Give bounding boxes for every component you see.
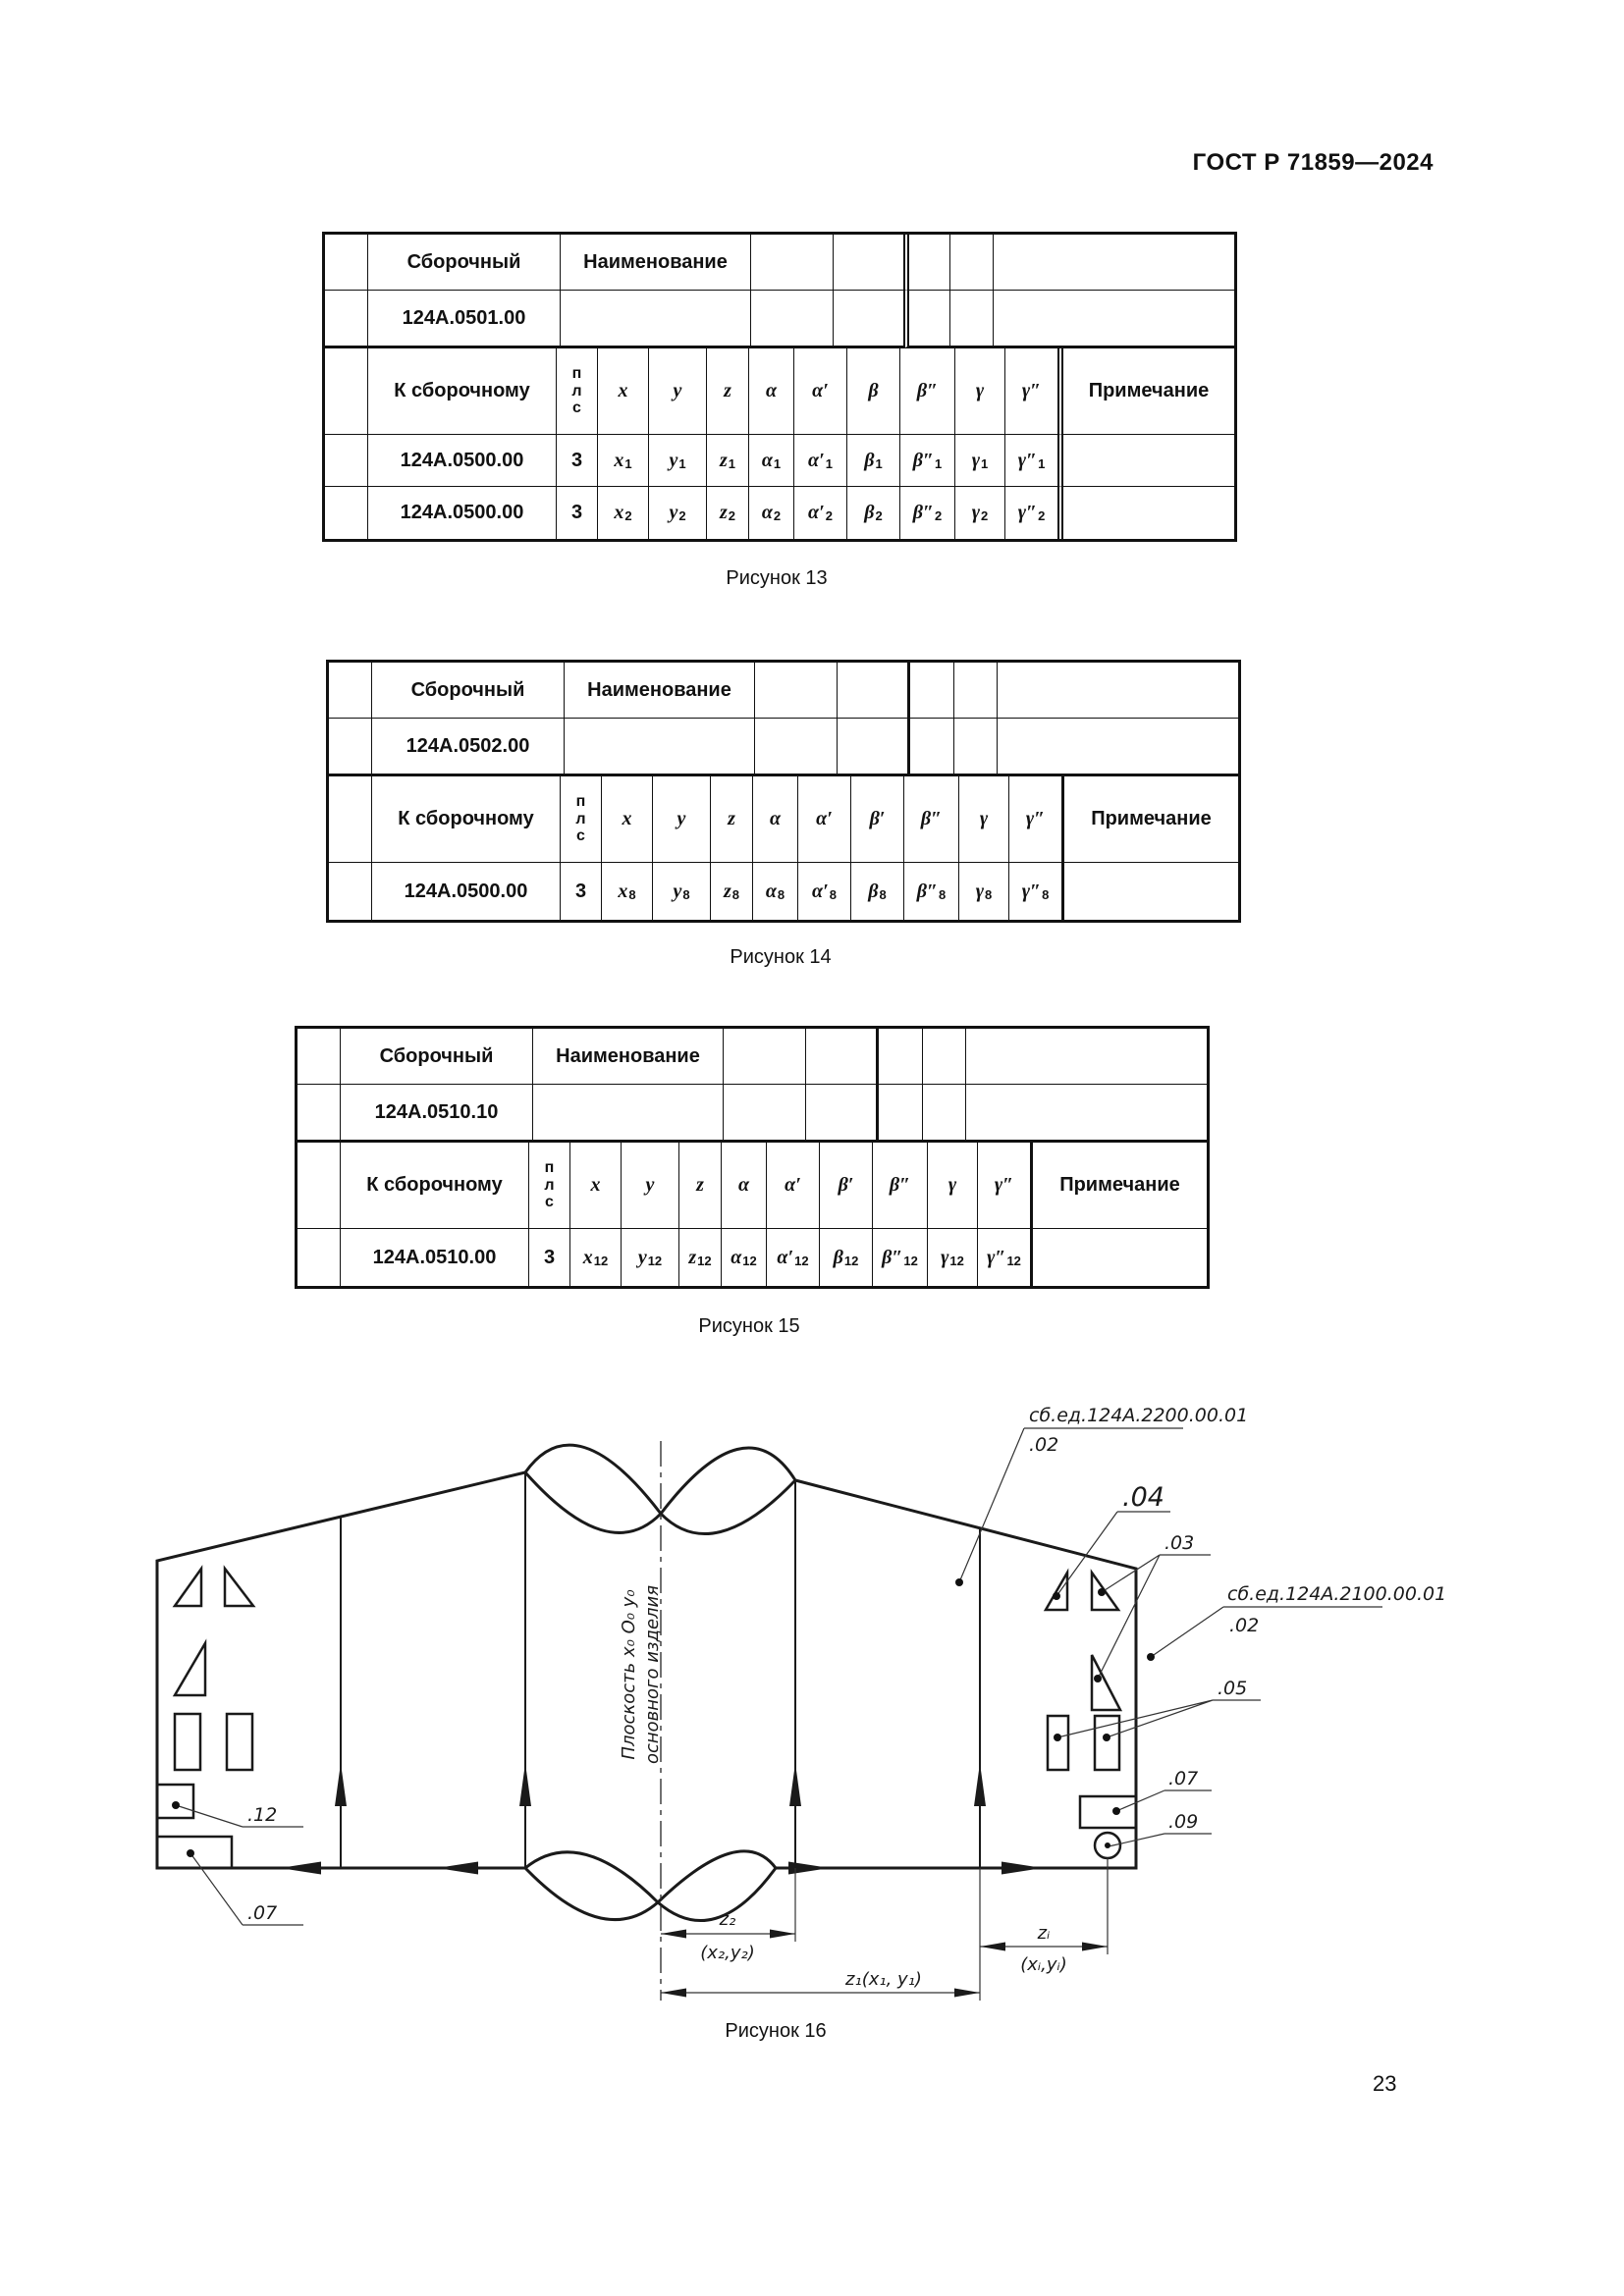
table-cell <box>755 719 838 776</box>
table-cell <box>907 663 954 719</box>
table-cell <box>1061 863 1238 920</box>
table-cell: γ″ 8 <box>1021 880 1050 902</box>
dim-z1-label: z₁(x₁, y₁) <box>845 1969 922 1990</box>
table-cell <box>950 235 994 291</box>
table-cell <box>724 1085 806 1143</box>
table-cell: z 8 <box>711 863 753 920</box>
table-cell <box>298 1143 341 1229</box>
table-cell: Примечание <box>1061 776 1238 863</box>
table-cell <box>998 719 1238 776</box>
table-cell: β″ 2 <box>900 487 955 539</box>
table-cell: α′ <box>794 348 847 435</box>
table-cell: α 8 <box>753 863 798 920</box>
pos-04-label: .04 <box>1122 1482 1164 1513</box>
table-cell <box>298 1085 341 1143</box>
table-cell: 3 <box>529 1229 570 1286</box>
axis-right-arrow <box>1001 1862 1043 1875</box>
window-rect <box>227 1714 252 1770</box>
detail-box-12 <box>157 1785 193 1818</box>
table-cell: α′ <box>767 1143 820 1229</box>
fuselage-right-outline <box>795 1480 1136 1868</box>
leader-dots <box>172 1578 1155 1857</box>
extension-lines <box>795 1858 1108 2001</box>
table-cell: β″ 1 <box>900 435 955 487</box>
table-cell: α′ 12 <box>767 1229 820 1286</box>
table-cell <box>751 291 834 348</box>
table-cell <box>923 1085 966 1143</box>
table-cell <box>966 1029 1207 1085</box>
assembly-unit-2100-label: сб.ед.124А.2100.00.01 <box>1227 1583 1447 1605</box>
window-rect <box>1048 1716 1068 1770</box>
axis-left-arrow <box>437 1862 478 1875</box>
table-cell <box>1057 435 1234 487</box>
table-cell <box>838 719 907 776</box>
standard-number-header: ГОСТ Р 71859—2024 <box>1192 149 1434 176</box>
figure-13-table <box>322 232 1237 542</box>
table-cell: γ 1 <box>955 435 1005 487</box>
page-number: 23 <box>1373 2071 1397 2096</box>
table-cell <box>998 663 1238 719</box>
table-cell: β 8 <box>851 863 904 920</box>
table-cell <box>325 487 368 539</box>
pos-07-label: .07 <box>1168 1768 1199 1789</box>
table-cell: Наименование <box>565 663 755 719</box>
table-cell: 3 <box>557 487 598 539</box>
table-cell: β′ <box>851 776 904 863</box>
table-cell: z <box>707 348 749 435</box>
table-cell <box>834 291 903 348</box>
table-cell: β′ <box>820 1143 873 1229</box>
table-cell <box>724 1029 806 1085</box>
table-cell: 124А.0500.00 <box>372 863 561 920</box>
table-cell: Сборочный <box>341 1029 533 1085</box>
table-cell <box>325 291 368 348</box>
table-cell <box>298 1229 341 1286</box>
axis-left-arrow <box>280 1862 321 1875</box>
table-cell: y 12 <box>622 1229 679 1286</box>
table-cell <box>876 1029 923 1085</box>
table-cell: п л с <box>557 348 598 435</box>
table-cell: x <box>598 348 649 435</box>
figure-14-table <box>326 660 1241 923</box>
table-cell: γ <box>928 1143 978 1229</box>
table-cell: x <box>570 1143 622 1229</box>
table-cell: α′ 1 <box>794 435 847 487</box>
table-cell: x 12 <box>570 1229 622 1286</box>
pos-09-label: .09 <box>1168 1811 1199 1833</box>
table-cell: Наименование <box>561 235 751 291</box>
table-cell <box>1057 487 1234 539</box>
table-cell <box>838 663 907 719</box>
table-cell: Наименование <box>533 1029 724 1085</box>
table-cell <box>923 1029 966 1085</box>
table-cell: п л с <box>529 1143 570 1229</box>
dim-zi-coords: (xᵢ,yᵢ) <box>1020 1954 1067 1975</box>
table-cell: 124А.0510.00 <box>341 1229 529 1286</box>
table-cell: γ 2 <box>955 487 1005 539</box>
table-cell <box>329 663 372 719</box>
table-cell: п л с <box>561 776 602 863</box>
table-cell <box>966 1085 1207 1143</box>
table-cell: β″ <box>900 348 955 435</box>
table-cell <box>325 348 368 435</box>
table-cell: 3 <box>561 863 602 920</box>
table-cell: К сборочному <box>341 1143 529 1229</box>
table-cell: γ″ 12 <box>987 1246 1021 1268</box>
pos-05-label: .05 <box>1218 1678 1248 1699</box>
table-cell: α <box>722 1143 767 1229</box>
table-cell: 124А.0510.10 <box>341 1085 533 1143</box>
axis-up-arrow <box>519 1763 531 1806</box>
table-cell <box>834 235 903 291</box>
table-cell: β <box>847 348 900 435</box>
dim-z2-label: z₂ <box>719 1909 736 1930</box>
table-cell <box>329 719 372 776</box>
table-cell: y <box>622 1143 679 1229</box>
table-cell: x 2 <box>598 487 649 539</box>
figure-16-caption: Рисунок 16 <box>725 2020 827 2042</box>
table-cell: β″ 12 <box>873 1229 928 1286</box>
table-cell: z 12 <box>679 1229 722 1286</box>
table-cell: α <box>749 348 794 435</box>
pos-02-label: .02 <box>1029 1434 1059 1456</box>
table-cell: α 2 <box>749 487 794 539</box>
table-cell <box>751 235 834 291</box>
table-cell: Примечание <box>1030 1143 1207 1229</box>
figure-15-table <box>295 1026 1210 1289</box>
table-cell <box>994 291 1234 348</box>
table-cell: К сборочному <box>368 348 557 435</box>
axis-up-arrow <box>974 1763 986 1806</box>
table-cell: β″ 8 <box>904 863 959 920</box>
window-triangle <box>175 1643 205 1695</box>
table-cell: 124А.0500.00 <box>368 487 557 539</box>
product-plane-label-line1: Плоскость x₀ O₀ y₀ <box>619 1589 639 1760</box>
window-rect <box>175 1714 200 1770</box>
table-cell <box>325 235 368 291</box>
table-cell: 124А.0501.00 <box>368 291 561 348</box>
figure-13-caption: Рисунок 13 <box>726 567 828 589</box>
product-plane-label-line2: основного изделия <box>642 1584 663 1765</box>
figure-15-caption: Рисунок 15 <box>698 1315 800 1337</box>
table-cell <box>903 235 950 291</box>
table-cell: α 12 <box>722 1229 767 1286</box>
table-cell: β″ <box>904 776 959 863</box>
table-cell: x <box>602 776 653 863</box>
table-cell <box>561 291 751 348</box>
table-cell: α 1 <box>749 435 794 487</box>
figure-14-caption: Рисунок 14 <box>730 946 832 968</box>
table-cell: К сборочному <box>372 776 561 863</box>
table-cell: 124А.0500.00 <box>368 435 557 487</box>
pos-07-left-label: .07 <box>247 1902 278 1924</box>
table-cell <box>954 663 998 719</box>
table-cell: 3 <box>557 435 598 487</box>
window-triangle <box>175 1569 201 1606</box>
dim-z2-coords: (x₂,y₂) <box>700 1943 755 1963</box>
detail-box-07-left <box>157 1837 232 1868</box>
table-cell: γ″ <box>1009 776 1061 863</box>
table-cell: α <box>753 776 798 863</box>
window-triangle <box>1046 1573 1067 1610</box>
table-cell: y <box>653 776 711 863</box>
table-cell <box>950 291 994 348</box>
table-cell: x 8 <box>602 863 653 920</box>
table-cell <box>329 863 372 920</box>
table-cell: Примечание <box>1057 348 1234 435</box>
pos-03-label: .03 <box>1164 1532 1195 1554</box>
table-cell <box>806 1029 876 1085</box>
pos-12-label: .12 <box>247 1804 278 1826</box>
table-cell: β 2 <box>847 487 900 539</box>
table-cell: γ <box>959 776 1009 863</box>
window-triangle <box>225 1569 253 1606</box>
table-cell <box>533 1085 724 1143</box>
pos-02-label: .02 <box>1229 1615 1260 1636</box>
table-cell: β 1 <box>847 435 900 487</box>
axis-right-arrow <box>788 1862 830 1875</box>
table-cell <box>298 1029 341 1085</box>
table-cell: Сборочный <box>372 663 565 719</box>
table-cell <box>329 776 372 863</box>
table-cell <box>806 1085 876 1143</box>
table-cell: γ 12 <box>928 1229 978 1286</box>
assembly-unit-2200-label: сб.ед.124А.2200.00.01 <box>1029 1405 1249 1426</box>
table-cell <box>755 663 838 719</box>
table-cell: z 1 <box>707 435 749 487</box>
dim-zi-label: zᵢ <box>1037 1923 1051 1944</box>
table-cell <box>325 435 368 487</box>
table-cell <box>565 719 755 776</box>
table-cell: β″ <box>873 1143 928 1229</box>
table-cell: γ″ 2 <box>1017 502 1046 523</box>
table-cell: γ 8 <box>959 863 1009 920</box>
table-cell <box>954 719 998 776</box>
window-triangle <box>1092 1655 1120 1710</box>
table-cell: α′ 8 <box>798 863 851 920</box>
axis-up-arrow <box>789 1763 801 1806</box>
table-cell: y 8 <box>653 863 711 920</box>
table-cell <box>994 235 1234 291</box>
detail-bar-07-right <box>1080 1796 1136 1828</box>
figure-16-drawing <box>88 1394 1571 2081</box>
table-cell: α′ 2 <box>794 487 847 539</box>
table-cell: Сборочный <box>368 235 561 291</box>
table-cell: y <box>649 348 707 435</box>
table-cell: y 1 <box>649 435 707 487</box>
table-cell: x 1 <box>598 435 649 487</box>
table-cell: z <box>679 1143 722 1229</box>
table-cell: γ″ 1 <box>1005 435 1057 487</box>
table-cell <box>907 719 954 776</box>
table-cell <box>903 291 950 348</box>
table-cell: y 2 <box>649 487 707 539</box>
table-cell: z 2 <box>707 487 749 539</box>
table-cell: 124А.0502.00 <box>372 719 565 776</box>
table-cell: γ″ <box>978 1143 1030 1229</box>
table-cell <box>876 1085 923 1143</box>
table-cell: γ″ <box>1005 348 1057 435</box>
table-cell: β 12 <box>820 1229 873 1286</box>
table-cell: α′ <box>798 776 851 863</box>
table-cell: γ <box>955 348 1005 435</box>
table-cell <box>1030 1229 1207 1286</box>
leader-lines <box>176 1428 1382 1925</box>
axis-up-arrow <box>335 1763 347 1806</box>
table-cell: z <box>711 776 753 863</box>
